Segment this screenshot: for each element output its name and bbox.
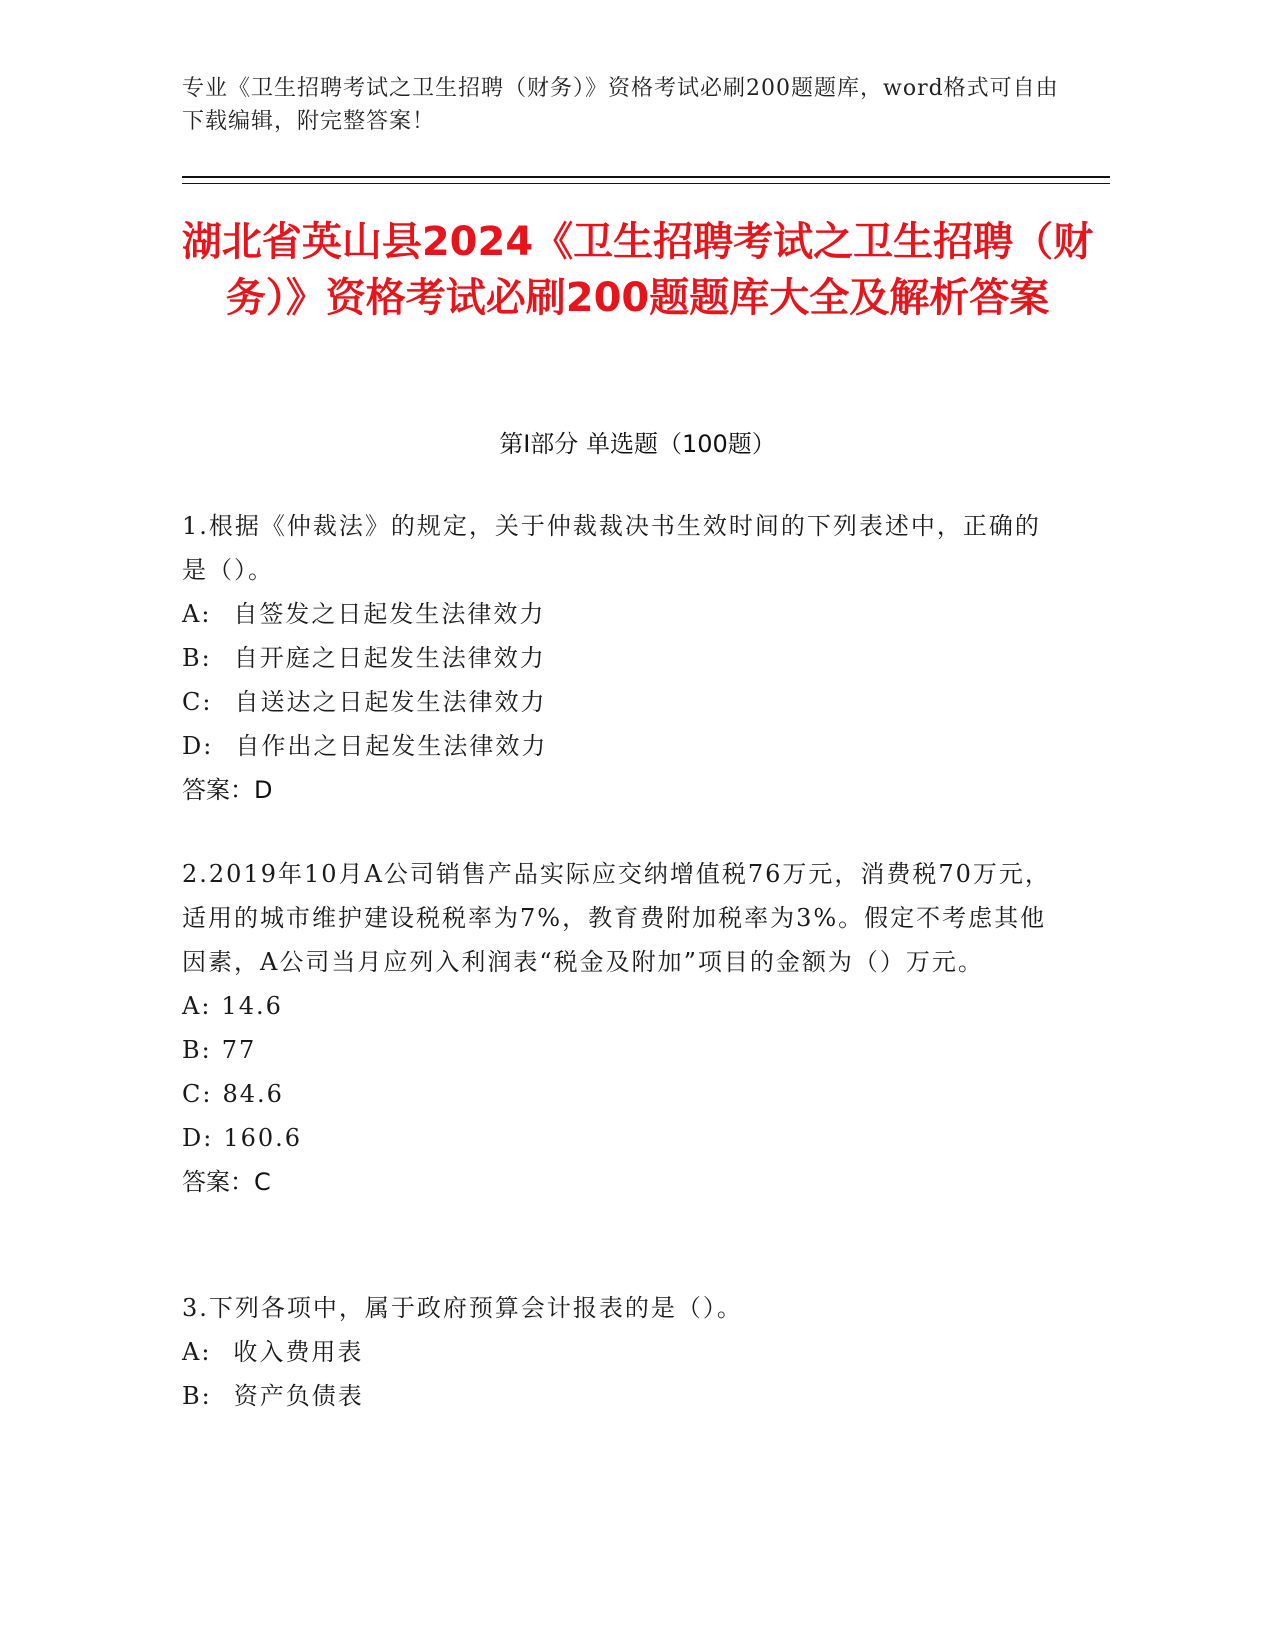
option-text: 160.6	[223, 1124, 303, 1152]
option-d	[182, 724, 1062, 768]
header-rule-thick	[182, 176, 1110, 178]
answer: 答案：C	[182, 1168, 271, 1196]
option-label: A:	[182, 600, 212, 628]
header-rule-thin	[182, 183, 1110, 184]
answer: 答案：D	[182, 776, 273, 804]
option-a	[182, 592, 1062, 636]
option-d	[182, 1116, 1062, 1160]
option-c	[182, 680, 1062, 724]
option-text: 收入费用表	[233, 1338, 364, 1366]
option-label: D:	[182, 1124, 214, 1152]
option-text: 资产负债表	[233, 1382, 364, 1410]
option-label: B:	[182, 1382, 212, 1410]
option-label: B:	[182, 644, 212, 672]
option-b	[182, 1028, 1062, 1072]
option-label: D:	[182, 732, 214, 760]
option-label: C:	[182, 1080, 213, 1108]
question-stem: 2.2019年10月A公司销售产品实际应交纳增值税76万元，消费税70万元，适用的城市维护建设税税率为7%，教育费附加税率为3%。假定不考虑其他因素，A公司当月应列入利润表“税金及附加”项目的金额为（）万元。	[182, 860, 1051, 976]
option-b	[182, 636, 1062, 680]
question-1	[182, 504, 1062, 812]
option-text: 自签发之日起发生法律效力	[233, 600, 546, 628]
question-stem: 1.根据《仲裁法》的规定，关于仲裁裁决书生效时间的下列表述中，正确的是（）。	[182, 512, 1041, 584]
option-label: B:	[182, 1036, 212, 1064]
option-text: 84.6	[222, 1080, 284, 1108]
document-title: 湖北省英山县2024《卫生招聘考试之卫生招聘（财务）》资格考试必刷200题题库大全及解析答案	[181, 219, 1094, 321]
option-label: C:	[182, 688, 213, 716]
question-2	[182, 852, 1062, 1204]
option-text: 自开庭之日起发生法律效力	[233, 644, 546, 672]
option-text: 77	[221, 1036, 257, 1064]
question-3	[182, 1286, 1062, 1418]
option-text: 自送达之日起发生法律效力	[234, 688, 547, 716]
option-a	[182, 984, 1062, 1028]
option-a	[182, 1330, 1062, 1374]
header-note: 专业《卫生招聘考试之卫生招聘（财务）》资格考试必刷200题题库，word格式可自由下载编辑，附完整答案！	[182, 76, 1059, 134]
option-c	[182, 1072, 1062, 1116]
option-label: A:	[182, 992, 212, 1020]
option-b	[182, 1374, 1062, 1418]
option-text: 14.6	[221, 992, 283, 1020]
question-stem: 3.下列各项中，属于政府预算会计报表的是（）。	[182, 1294, 743, 1322]
option-label: A:	[182, 1338, 212, 1366]
option-text: 自作出之日起发生法律效力	[235, 732, 548, 760]
section-title: 第Ⅰ部分 单选题（100题）	[499, 430, 776, 458]
